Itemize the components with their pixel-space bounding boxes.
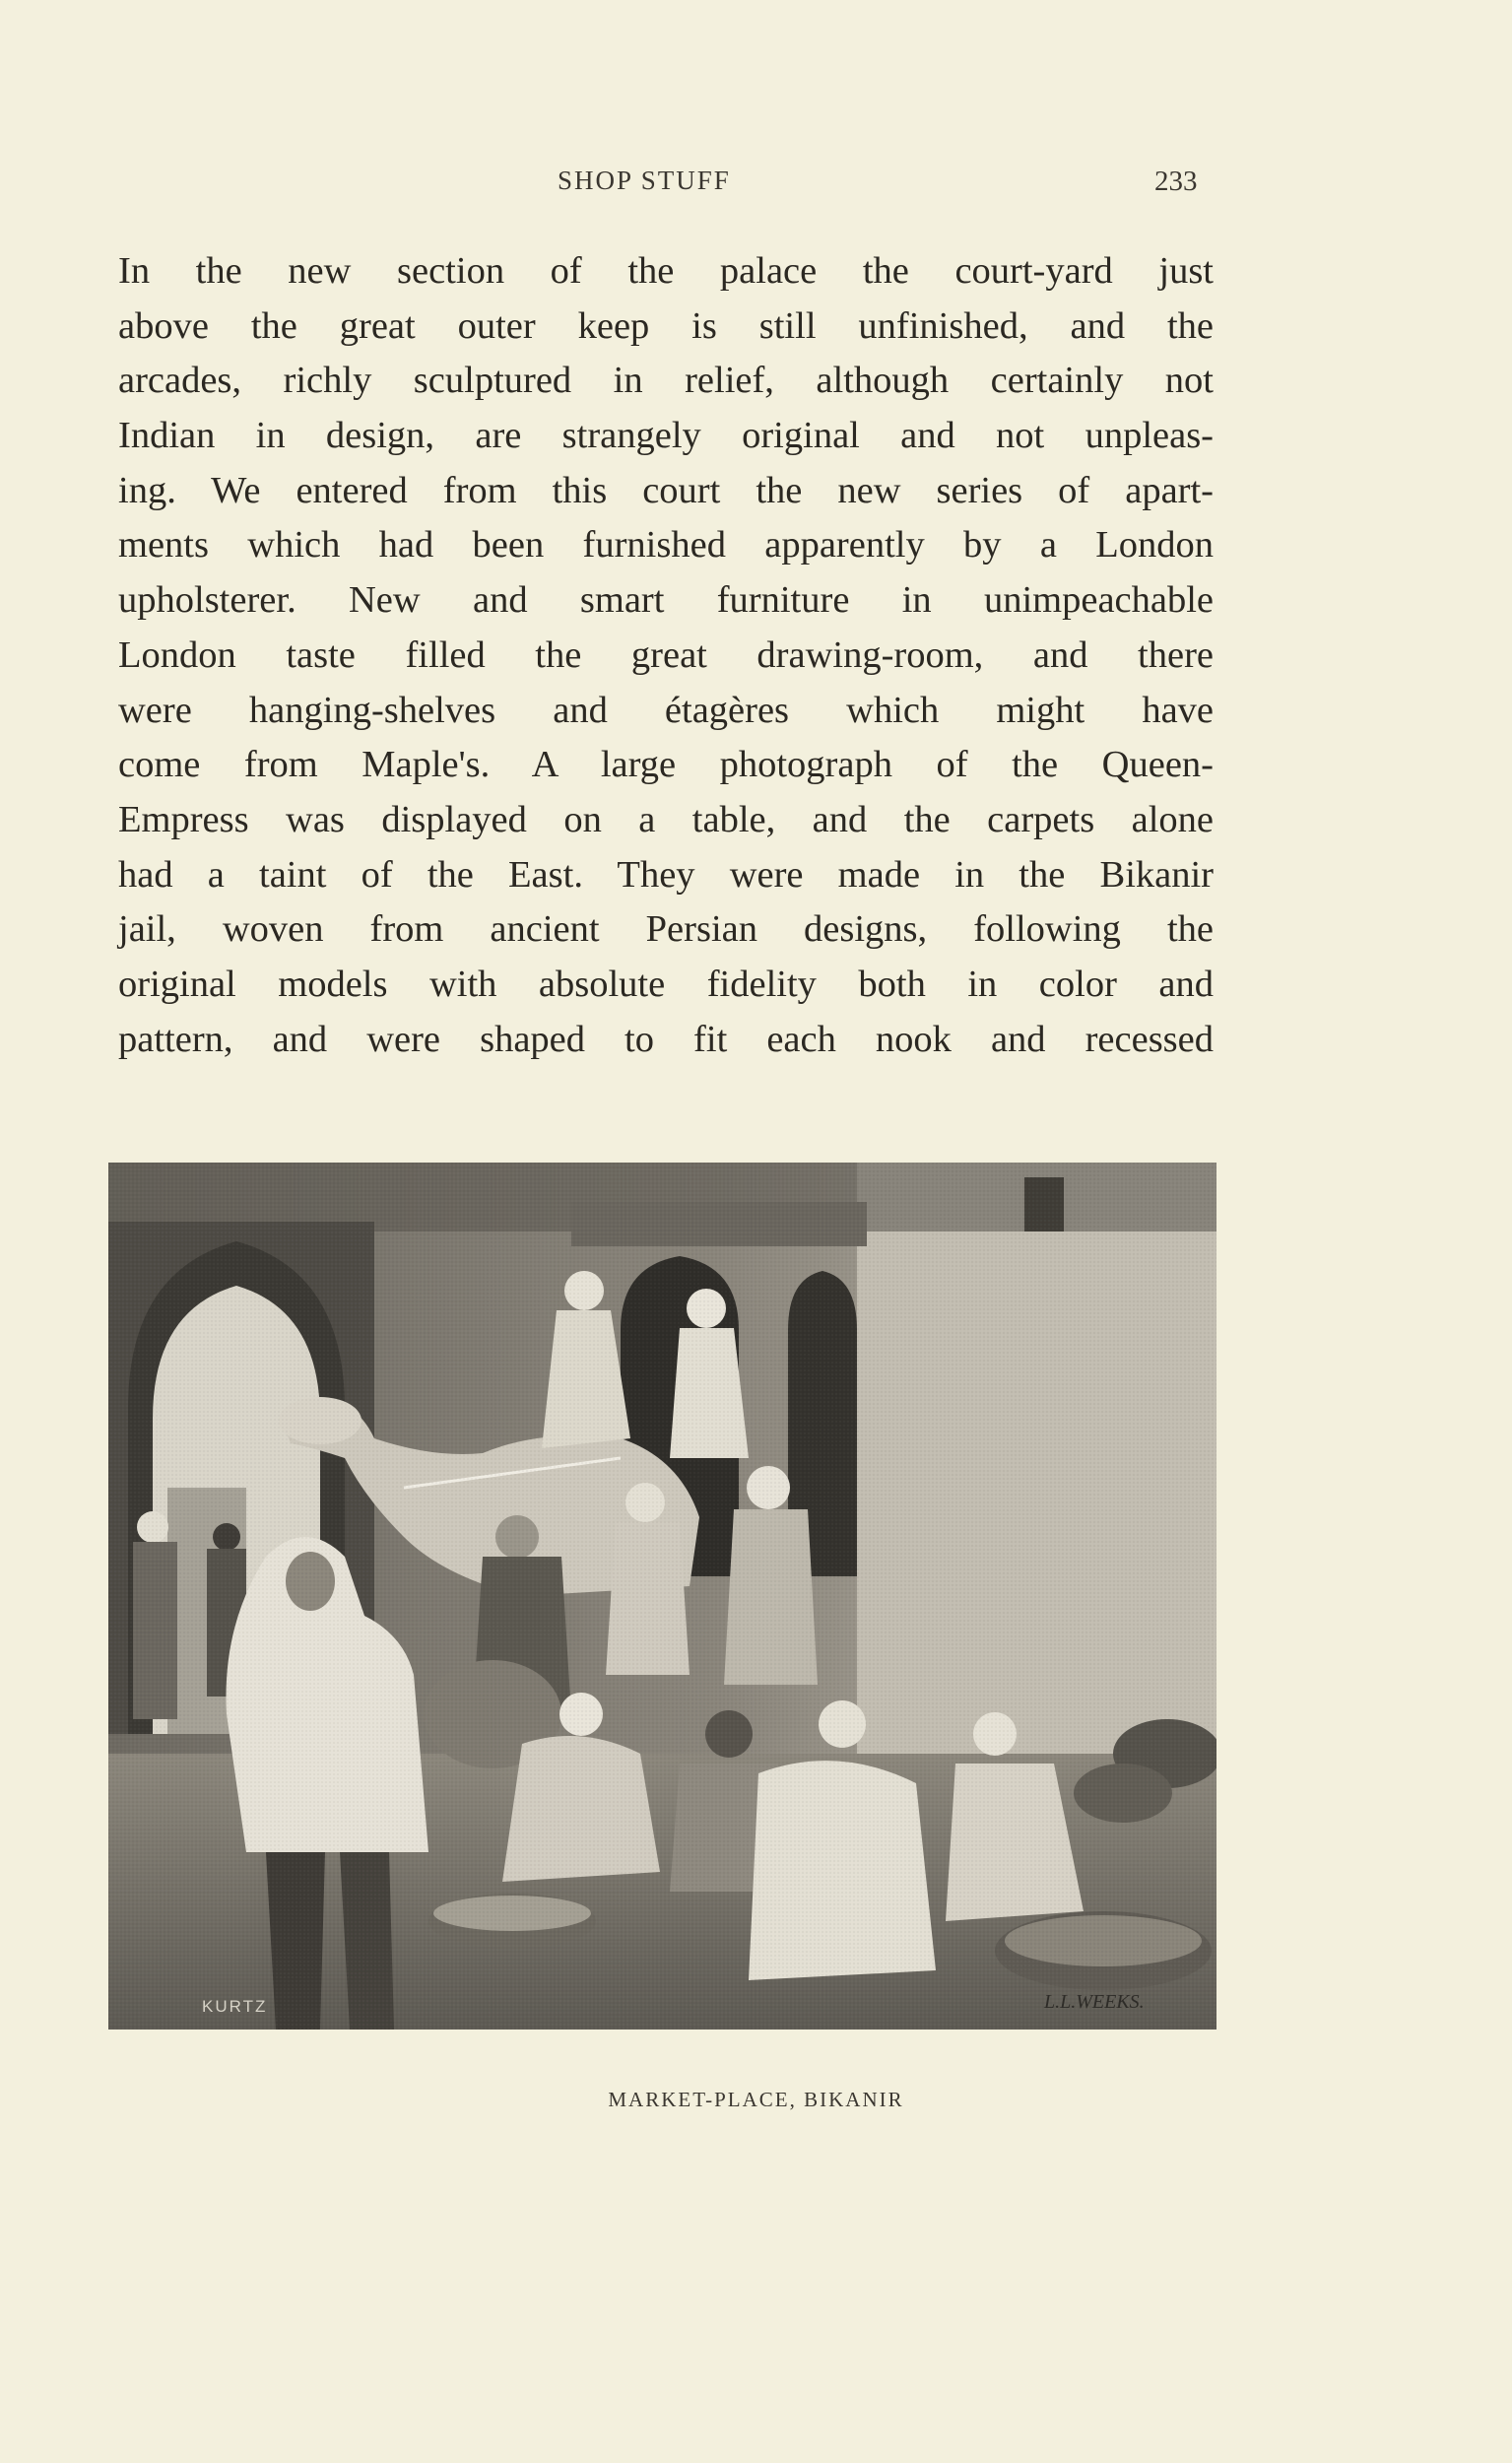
market-place-illustration	[108, 1163, 1216, 2030]
text-line: London taste filled the great drawing-room, and there	[118, 633, 1214, 676]
text-line: Empress was displayed on a table, and the carpets alone	[118, 798, 1214, 840]
page-header	[0, 166, 1512, 205]
text-line: jail, woven from ancient Persian designs, following the	[118, 908, 1214, 951]
text-line: ing. We entered from this court the new series of apart-	[118, 469, 1214, 511]
text-line: had a taint of the East. They were made in the Bikanir	[118, 853, 1214, 896]
halftone-grain	[108, 1163, 1216, 2030]
text-line: above the great outer keep is still unfinished, and the	[118, 304, 1214, 347]
text-line: In the new section of the palace the court-yard just	[118, 250, 1214, 292]
text-line: upholsterer. New and smart furniture in unimpeachable	[118, 579, 1214, 622]
page-number: 233	[1154, 166, 1198, 197]
text-line: were hanging-shelves and étagères which might have	[118, 689, 1214, 731]
artist-signature-right: L.L.WEEKS.	[1044, 1991, 1145, 2013]
text-line: original models with absolute fidelity both in color and	[118, 963, 1214, 1005]
figure-caption: MARKET-PLACE, BIKANIR	[608, 2088, 904, 2111]
artist-signature-left: KURTZ	[202, 1997, 268, 2016]
running-head: SHOP STUFF	[558, 166, 731, 195]
text-line: come from Maple's. A large photograph of the Queen-	[118, 744, 1214, 786]
text-line: Indian in design, are strangely original and not unpleas-	[118, 415, 1214, 457]
text-line: pattern, and were shaped to fit each nook and recessed	[118, 1018, 1214, 1060]
illustration-svg	[108, 1163, 1216, 2030]
body-paragraph	[118, 244, 1214, 1067]
text-line: ments which had been furnished apparently by a London	[118, 524, 1214, 566]
text-line: arcades, richly sculptured in relief, although certainly not	[118, 360, 1214, 402]
